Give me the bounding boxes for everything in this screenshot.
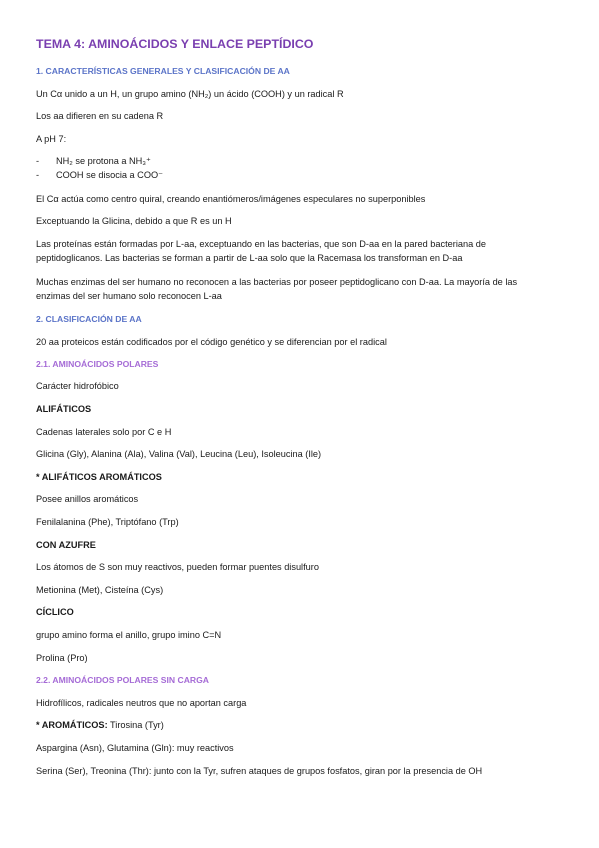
paragraph-enzymes-line1: Muchas enzimas del ser humano no reconocen a las bacterias por poseer peptidoglicano con D-aa. La mayoría de las <box>36 277 518 287</box>
bullet-cooh-text: COOH se disocia a COO⁻ <box>56 170 163 180</box>
paragraph-asn-gln: Aspargina (Asn), Glutamina (Gln): muy reactivos <box>36 743 234 753</box>
paragraph-20aa: 20 aa proteicos están codificados por el código genético y se diferencian por el radical <box>36 337 387 347</box>
paragraph-proteins-line1: Las proteínas están formadas por L-aa, exceptuando en las bacterias, que son D-aa en la pared bacteriana de <box>36 239 486 249</box>
paragraph-aliphatic-list: Glicina (Gly), Alanina (Ala), Valina (Val), Leucina (Leu), Isoleucina (Ile) <box>36 449 322 459</box>
paragraph-cyclic: grupo amino forma el anillo, grupo imino C=N <box>36 630 222 640</box>
paragraph-hydrophobic: Carácter hidrofóbico <box>36 381 119 391</box>
paragraph-ph: A pH 7: <box>36 134 67 144</box>
paragraph-proline: Prolina (Pro) <box>36 653 88 663</box>
paragraph-chiral: El Cα actúa como centro quiral, creando enantiómeros/imágenes especulares no superponibles <box>36 194 426 204</box>
section-2-heading: 2. CLASIFICACIÓN DE AA <box>36 314 142 324</box>
section-1-heading: 1. CARACTERÍSTICAS GENERALES Y CLASIFICACIÓN DE AA <box>36 66 290 76</box>
paragraph-rings: Posee anillos aromáticos <box>36 494 139 504</box>
paragraph-proteins-line2: peptidoglicanos. Las bacterias se forman a partir de L-aa solo que la Racemasa los transforman en D-aa <box>36 253 463 263</box>
paragraph-differ: Los aa difieren en su cadena R <box>36 111 164 121</box>
heading-sulfur: CON AZUFRE <box>36 540 96 550</box>
section-2-2-heading: 2.2. AMINOÁCIDOS POLARES SIN CARGA <box>36 675 210 685</box>
paragraph-calpha: Un Cα unido a un H, un grupo amino (NH₂) un ácido (COOH) y un radical R <box>36 89 344 99</box>
paragraph-sulfur-list: Metionina (Met), Cisteína (Cys) <box>36 585 164 595</box>
paragraph-hydrophilic: Hidrofílicos, radicales neutros que no aportan carga <box>36 698 247 708</box>
bullet-nh2-text: NH₂ se protona a NH₃⁺ <box>56 156 151 166</box>
paragraph-chains: Cadenas laterales solo por C e H <box>36 427 172 437</box>
tyrosine-text: Tirosina (Tyr) <box>107 720 164 730</box>
paragraph-glycine: Exceptuando la Glicina, debido a que R es un H <box>36 216 232 226</box>
heading-cyclic: CÍCLICO <box>36 607 74 617</box>
bullet-nh2: - NH₂ se protona a NH₃⁺ <box>36 156 151 166</box>
document-title: TEMA 4: AMINOÁCIDOS Y ENLACE PEPTÍDICO <box>36 37 314 51</box>
paragraph-ser-thr: Serina (Ser), Treonina (Thr): junto con la Tyr, sufren ataques de grupos fosfatos, giran por la presencia de OH <box>36 766 483 776</box>
paragraph-enzymes-line2: enzimas del ser humano solo reconocen L-aa <box>36 291 222 301</box>
bullet-cooh: - COOH se disocia a COO⁻ <box>36 170 163 180</box>
paragraph-aromatic-list: Fenilalanina (Phe), Triptófano (Trp) <box>36 517 179 527</box>
paragraph-sulfur: Los átomos de S son muy reactivos, pueden formar puentes disulfuro <box>36 562 319 572</box>
section-2-1-heading: 2.1. AMINOÁCIDOS POLARES <box>36 359 159 369</box>
heading-aromatic-2: * AROMÁTICOS: <box>36 720 108 730</box>
heading-aromatic: * ALIFÁTICOS AROMÁTICOS <box>36 472 162 482</box>
paragraph-tyrosine <box>36 719 164 731</box>
heading-aliphatic: ALIFÁTICOS <box>36 404 92 414</box>
